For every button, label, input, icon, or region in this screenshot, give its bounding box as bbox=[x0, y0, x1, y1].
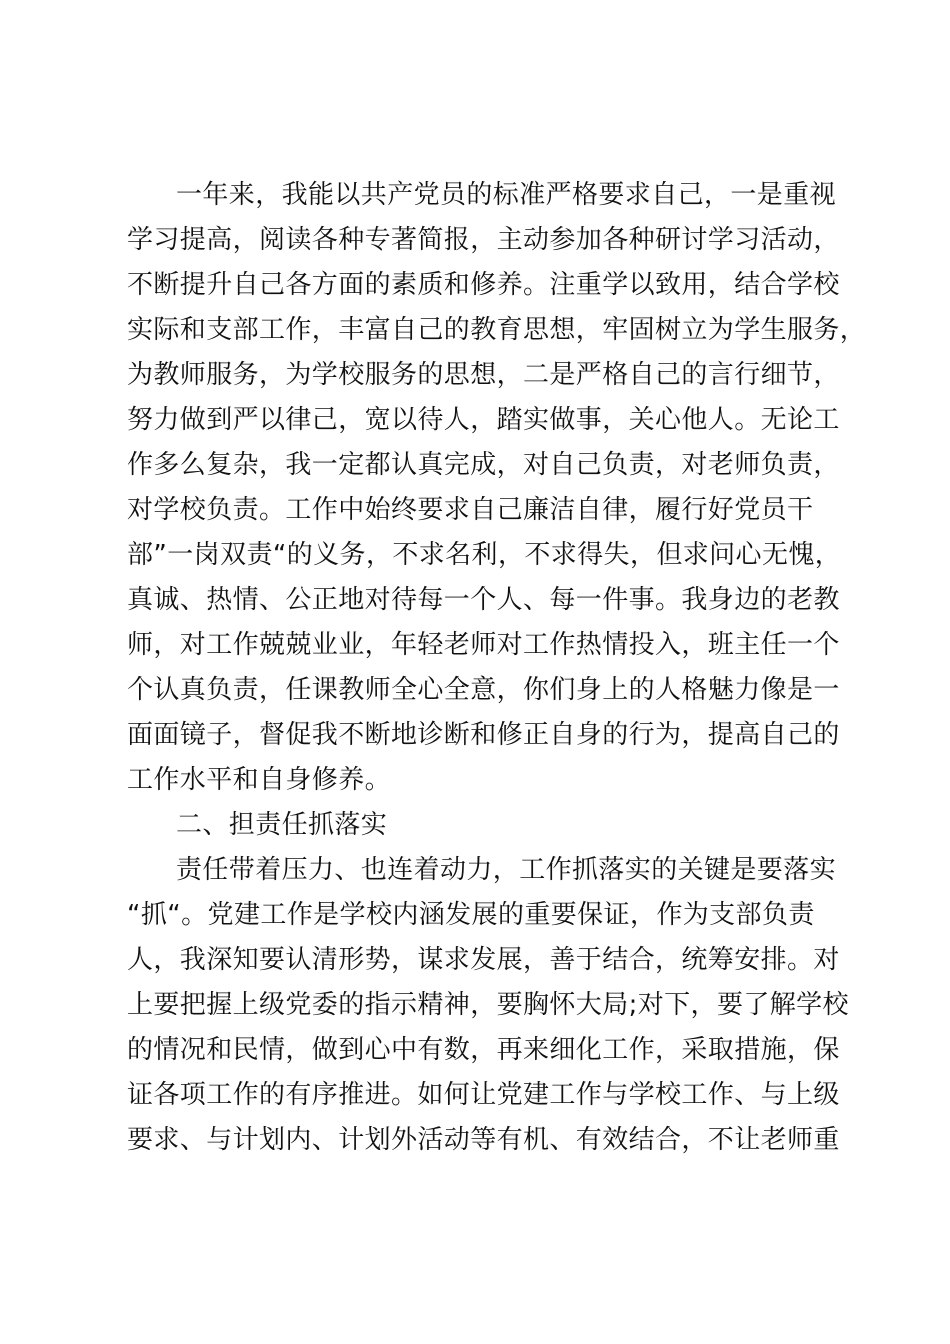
paragraph-1-line-13: 面面镜子，督促我不断地诊断和修正自身的行为，提高自己的 bbox=[127, 720, 840, 750]
paragraph-2-line-2: “抓“。党建工作是学校内涵发展的重要保证，作为支部负责 bbox=[127, 900, 815, 930]
paragraph-1-line-14: 工作水平和自身修养。 bbox=[127, 765, 392, 795]
paragraph-2-line-1: 责任带着压力、也连着动力，工作抓落实的关键是要落实 bbox=[176, 855, 837, 885]
paragraph-1-line-7: 作多么复杂，我一定都认真完成，对自己负责，对老师负责， bbox=[127, 450, 840, 480]
paragraph-2-line-4: 上要把握上级党委的指示精神，要胸怀大局;对下，要了解学校 bbox=[127, 990, 849, 1020]
paragraph-1-line-10: 真诚、热情、公正地对待每一个人、每一件事。我身边的老教 bbox=[127, 585, 840, 615]
paragraph-1-line-4: 实际和支部工作，丰富自己的教育思想，牢固树立为学生服务， bbox=[127, 315, 867, 345]
section-heading: 二、担责任抓落实 bbox=[176, 810, 388, 840]
paragraph-2-line-3: 人，我深知要认清形势，谋求发展，善于结合，统筹安排。对 bbox=[127, 945, 840, 975]
paragraph-2-line-6: 证各项工作的有序推进。如何让党建工作与学校工作、与上级 bbox=[127, 1080, 840, 1110]
paragraph-1-line-6: 努力做到严以律己，宽以待人，踏实做事，关心他人。无论工 bbox=[127, 405, 840, 435]
paragraph-1-line-1: 一年来，我能以共产党员的标准严格要求自己，一是重视 bbox=[176, 180, 837, 210]
paragraph-1-line-3: 不断提升自己各方面的素质和修养。注重学以致用，结合学校 bbox=[127, 270, 840, 300]
paragraph-1-line-8: 对学校负责。工作中始终要求自己廉洁自律，履行好党员干 bbox=[127, 495, 814, 525]
paragraph-2-line-5: 的情况和民情，做到心中有数，再来细化工作，采取措施，保 bbox=[127, 1035, 840, 1065]
paragraph-1-line-11: 师，对工作兢兢业业，年轻老师对工作热情投入，班主任一个 bbox=[127, 630, 840, 660]
paragraph-1-line-9: 部”一岗双责“的义务，不求名利，不求得失，但求问心无愧， bbox=[127, 540, 842, 570]
paragraph-1-line-2: 学习提高，阅读各种专著简报，主动参加各种研讨学习活动， bbox=[127, 225, 840, 255]
paragraph-1-line-5: 为教师服务，为学校服务的思想，二是严格自己的言行细节， bbox=[127, 360, 840, 390]
paragraph-2-line-7: 要求、与计划内、计划外活动等有机、有效结合，不让老师重 bbox=[127, 1125, 840, 1155]
paragraph-1-line-12: 个认真负责，任课教师全心全意，你们身上的人格魅力像是一 bbox=[127, 675, 840, 705]
